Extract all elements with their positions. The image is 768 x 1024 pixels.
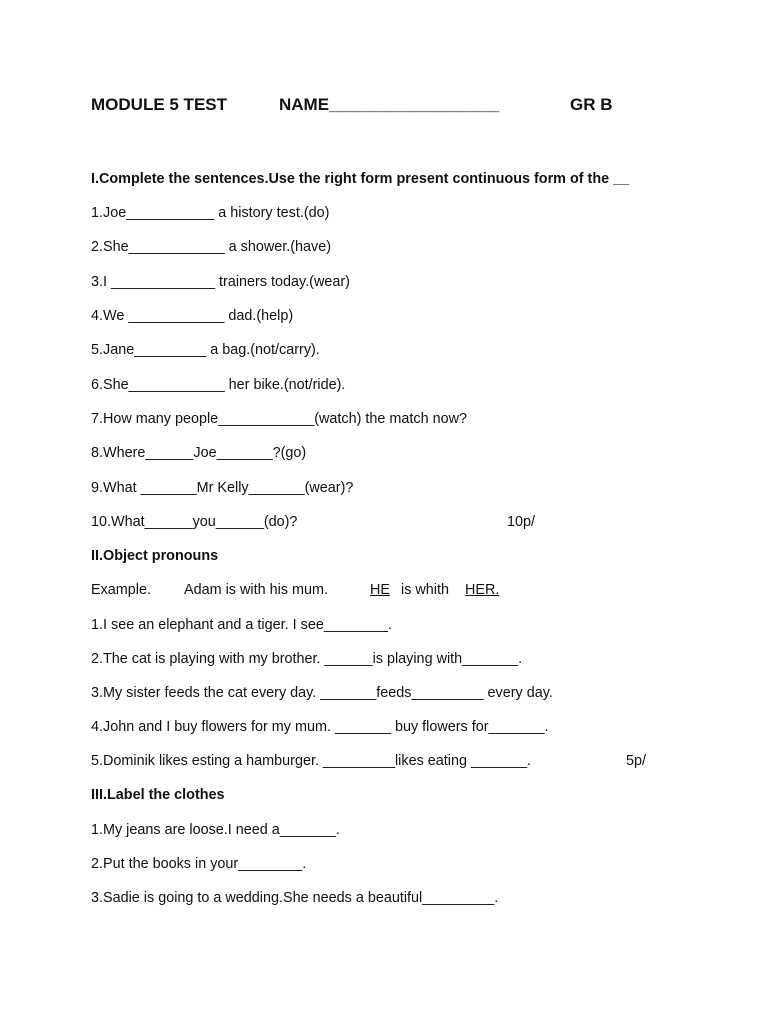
test-header [91, 95, 711, 121]
example-answer-object: HER. [465, 582, 500, 598]
section2-item: 1.I see an elephant and a tiger. I see________. [91, 617, 392, 633]
section2-last-row [91, 753, 691, 773]
section2-item: 2.The cat is playing with my brother. ______is playing with_______. [91, 651, 523, 667]
section3-item: 2.Put the books in your________. [91, 856, 307, 872]
section2-score: 5p/ [626, 753, 647, 769]
section2-item: 5.Dominik likes esting a hamburger. _________likes eating _______. [91, 753, 532, 769]
section1-item: 9.What _______Mr Kelly_______(wear)? [91, 480, 354, 496]
section1-item: 3.I _____________ trainers today.(wear) [91, 274, 350, 290]
example-answer-subject: HE [370, 582, 390, 598]
test-title: MODULE 5 TEST [91, 95, 228, 114]
section3-heading: III.Label the clothes [91, 787, 225, 803]
section1-item: 4.We ____________ dad.(help) [91, 308, 294, 324]
section1-item: 8.Where______Joe_______?(go) [91, 445, 307, 461]
section1-item: 10.What______you______(do)? [91, 514, 298, 530]
section2-heading: II.Object pronouns [91, 548, 219, 564]
name-field-label: NAME__________________ [279, 95, 500, 114]
section1-item: 2.She____________ a shower.(have) [91, 239, 332, 255]
section3-item: 3.Sadie is going to a wedding.She needs a beautiful_________. [91, 890, 499, 906]
example-label: Example. [91, 582, 151, 598]
section1-item: 7.How many people____________(watch) the match now? [91, 411, 467, 427]
example-sentence: Adam is with his mum. [184, 582, 328, 598]
section1-heading: I.Complete the sentences.Use the right form present continuous form of the __ [91, 171, 630, 187]
section2-item: 3.My sister feeds the cat every day. _______feeds_________ every day. [91, 685, 553, 701]
grade-label: GR B [570, 95, 613, 114]
section3-item: 1.My jeans are loose.I need a_______. [91, 822, 340, 838]
section2-item: 4.John and I buy flowers for my mum. _______ buy flowers for_______. [91, 719, 549, 735]
section1-item: 5.Jane_________ a bag.(not/carry). [91, 342, 320, 358]
section1-score: 10p/ [507, 514, 536, 530]
section2-example [91, 582, 691, 602]
example-middle-text: is whith [401, 582, 449, 598]
section1-item: 1.Joe___________ a history test.(do) [91, 205, 330, 221]
section1-item: 6.She____________ her bike.(not/ride). [91, 377, 346, 393]
section1-last-row [91, 514, 691, 534]
